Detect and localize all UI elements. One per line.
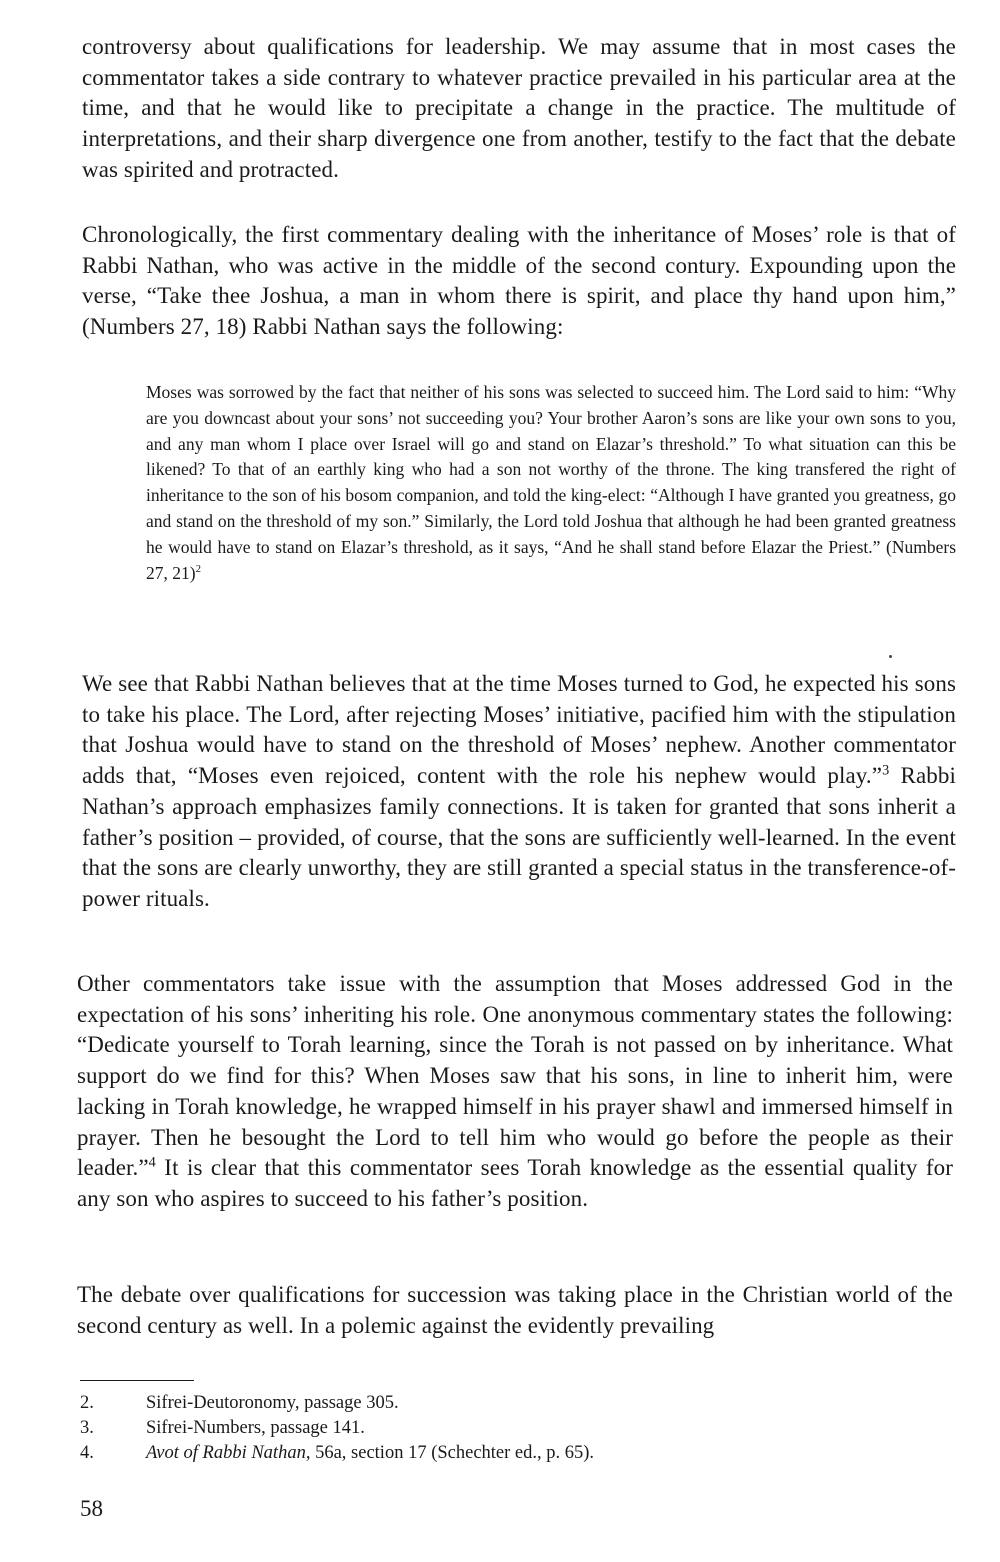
footnote-text: Sifrei-Numbers, passage 141.: [146, 1418, 365, 1438]
page-number: 58: [80, 1496, 103, 1521]
footnote-text: Sifrei-Deutoronomy, passage 305.: [146, 1393, 399, 1413]
block-quote-text: Moses was sorrowed by the fact that neither of his sons was selected to succeed him. The Lord said to him: “Why are you downcast about your sons’ not succeeding you? Your brother Aaron’s sons are like your own sons to you, and any man whom I place over Israel will go and stand on Elazar’s threshold.” To what situation can this be likened? To that of an earthly king who had a son not worthy of the throne. The king transfered the right of inheritance to the son of his bosom companion, and told the king-elect: “Although I have granted you greatness, go and stand on the threshold of my son.” Similarly, the Lord told Joshua that although he had been granted greatness he would have to stand on Elazar’s threshold, as it says, “And he shall stand before Elazar the Priest.” (Numbers 27, 21): [146, 382, 956, 583]
footnotes: [80, 1391, 950, 1466]
paragraph-analysis: [82, 669, 956, 915]
footnote-number: 3.: [80, 1418, 94, 1438]
scan-speck: [889, 655, 892, 658]
footnote-number: 2.: [80, 1393, 94, 1413]
paragraph-other-commentators-part1: Other commentators take issue with the assumption that Moses addressed God in the expectation of his sons’ inheriting his role. One anonymous commentary states the following: “Dedicate yourself to Torah learning, since the Torah is not passed on by inheritance. What support do we find for this? When Moses saw that his sons, in line to inherit him, were lacking in Torah knowledge, he wrapped himself in his prayer shawl and immersed himself in prayer. Then he besought the Lord to tell him who would go before the people as their leader.”: [77, 971, 953, 1181]
paragraph-continued: controversy about qualifications for leadership. We may assume that in most cases the commentator takes a side contrary to whatever practice prevailed in his particular area at the time, and that he would like to precipitate a change in the practice. The multitude of interpretations, and their sharp divergence one from another, testify to the fact that the debate was spirited and protracted.: [82, 34, 956, 182]
block-quote: [146, 380, 956, 586]
paragraph-analysis-part1: We see that Rabbi Nathan believes that at the time Moses turned to God, he expected his sons to take his place. The Lord, after rejecting Moses’ initiative, pacified him with the stipulation that Joshua would have to stand on the threshold of Moses’ nephew. Another commentator adds that, “Moses even rejoiced, content with the role his nephew would play.”: [82, 671, 956, 789]
footnote-3: [80, 1416, 950, 1441]
footnote-2: [80, 1391, 950, 1416]
footnote-text: [146, 1441, 594, 1466]
footnote-number: 4.: [80, 1443, 94, 1463]
footnote-separator: [80, 1380, 194, 1381]
footnote-4: [80, 1441, 950, 1466]
paragraph-other-commentators: [77, 969, 953, 1215]
paragraph-christian-debate: The debate over qualifications for succession was taking place in the Christian world of the second century as well. In a polemic against the evidently prevailing: [77, 1282, 953, 1338]
footnote-citation: 56a, section 17 (Schechter ed., p. 65).: [310, 1443, 595, 1463]
footnote-work-title: Avot of Rabbi Nathan,: [146, 1443, 311, 1463]
footnote-ref-2: 2: [195, 562, 201, 575]
paragraph-other-commentators-part2: It is clear that this commentator sees Torah knowledge as the essential quality for any son who aspires to succeed to his father’s position.: [77, 1155, 953, 1211]
paragraph-analysis-part2: Rabbi Nathan’s approach emphasizes family connections. It is taken for granted that sons inherit a father’s position – provided, of course, that the sons are sufficiently well-learned. In the event that the sons are clearly unworthy, they are still granted a special status in the transference-of-power rituals.: [82, 763, 957, 911]
footnote-ref-4: 4: [148, 1154, 156, 1171]
footnote-ref-3: 3: [882, 762, 890, 779]
paragraph-rabbi-nathan-intro: Chronologically, the first commentary dealing with the inheritance of Moses’ role is that of Rabbi Nathan, who was active in the middle of the second contury. Expounding upon the verse, “Take thee Joshua, a man in whom there is spirit, and place thy hand upon him,” (Numbers 27, 18) Rabbi Nathan says the following:: [82, 222, 956, 340]
